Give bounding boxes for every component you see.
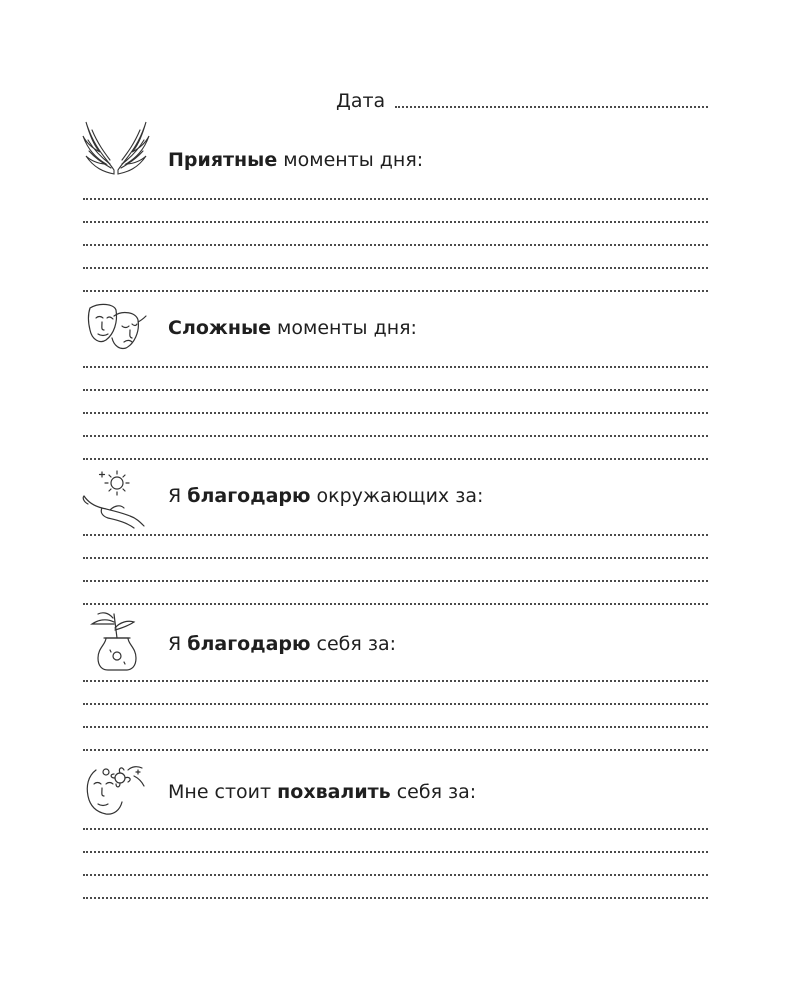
heading-bold: Сложные [168,317,272,339]
write-line[interactable] [83,290,708,292]
date-field [336,82,708,112]
write-line[interactable] [83,726,708,728]
section-heading [168,632,396,656]
wings-icon [80,118,152,188]
section-heading [168,780,476,804]
section-heading [168,316,417,340]
write-line[interactable] [83,603,708,605]
section-grateful-self [80,612,708,757]
write-line[interactable] [83,244,708,246]
heading-text: моменты дня: [277,149,424,171]
heading-bold: благодарю [187,633,311,655]
section-praise-self [80,762,708,907]
heading-text: себя за: [310,633,396,655]
heading-text: Я [168,485,188,507]
write-line[interactable] [83,580,708,582]
write-line[interactable] [83,749,708,751]
heading-text: Мне стоит [168,781,278,803]
write-line[interactable] [83,267,708,269]
write-line[interactable] [83,703,708,705]
write-line[interactable] [83,435,708,437]
write-line[interactable] [83,534,708,536]
vase-icon [80,612,152,682]
write-line[interactable] [83,897,708,899]
section-pleasant-moments [80,118,708,298]
write-line[interactable] [83,874,708,876]
heading-bold: Приятные [168,149,278,171]
date-label: Дата [336,90,386,112]
write-line[interactable] [83,680,708,682]
write-line[interactable] [83,198,708,200]
write-line[interactable] [83,221,708,223]
hand-sun-icon [80,466,152,536]
heading-bold: благодарю [187,485,311,507]
write-line[interactable] [83,828,708,830]
face-flowers-icon [80,762,152,832]
heading-text: окружающих за: [310,485,484,507]
section-heading [168,484,483,508]
heading-text: Я [168,633,188,655]
date-write-line[interactable] [395,106,708,108]
section-heading [168,148,423,172]
write-line[interactable] [83,412,708,414]
write-line[interactable] [83,557,708,559]
section-grateful-others [80,466,708,611]
masks-icon [80,300,152,370]
heading-text: себя за: [390,781,477,803]
heading-bold: похвалить [277,781,391,803]
write-line[interactable] [83,366,708,368]
heading-text: моменты дня: [271,317,417,339]
write-line[interactable] [83,389,708,391]
write-line[interactable] [83,851,708,853]
section-difficult-moments [80,300,708,465]
write-line[interactable] [83,458,708,460]
